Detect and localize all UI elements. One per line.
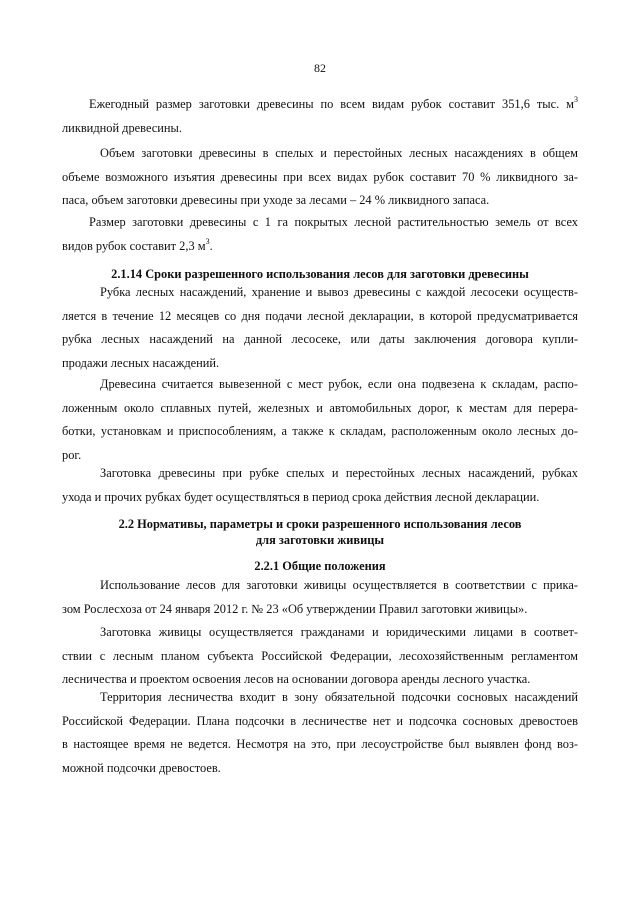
line: ствии с лесным планом субъекта Российской Федерации, лесохозяйственным регламентом [62, 648, 578, 663]
section-heading-2-2 [62, 516, 578, 548]
line-end: . [209, 238, 213, 253]
section-heading-2-2-1: 2.2.1 Общие положения [254, 559, 386, 573]
line: Российской Федерации. Плана подсочки в лесничестве нет и подсочка сосновых древостоев [62, 713, 578, 728]
line: зом Рослесхоза от 24 января 2012 г. № 23 «Об утверждении Правил заготовки живицы». [62, 601, 528, 616]
line: ложенным около сплавных путей, железных и автомобильных дорог, к местам для перера- [62, 400, 578, 415]
superscript: 3 [574, 95, 578, 104]
line: объеме возможного изъятия древесины при всех видах рубок составит 70 % ликвидного за- [62, 169, 578, 184]
paragraph-resin-harvesters [62, 621, 578, 692]
line: Территория лесничества входит в зону обязательной подсочки сосновых насаждений [100, 690, 578, 704]
line: рубка лесных насаждений на данной лесосеке, или даты заключения договора купли- [62, 332, 578, 346]
superscript: 3 [205, 236, 210, 246]
paragraph-per-hectare [62, 211, 578, 258]
section-heading-2-1-14: 2.1.14 Сроки разрешенного использования лесов для заготовки древесины [111, 267, 529, 281]
line: Ежегодный размер заготовки древесины по всем видам рубок составит 351,6 тыс. м [89, 97, 574, 111]
heading-line: для заготовки живицы [255, 533, 385, 547]
paragraph-tapping-zone [62, 686, 578, 780]
line: лесничества и проектом освоения лесов на основании договора аренды лесного участка. [62, 672, 531, 686]
line: Древесина считается вывезенной с мест рубок, если она подвезена к складам, распо- [100, 377, 578, 391]
paragraph-harvest-period [62, 462, 578, 509]
paragraph-timber-removed [62, 373, 578, 467]
line: Размер заготовки древесины с 1 га покрытых лесной растительностью земель от всех [89, 215, 578, 229]
line: Заготовка живицы осуществляется гражданами и юридическими лицами в соответ- [100, 625, 578, 639]
line: Заготовка древесины при рубке спелых и перестойных лесных насаждений, рубках [100, 466, 578, 480]
line: ухода и прочих рубках будет осуществляться в период срока действия лесной декларации. [62, 489, 540, 504]
line: ликвидной древесины. [62, 120, 182, 135]
paragraph-resin-use [62, 574, 578, 621]
line: Использование лесов для заготовки живицы осуществляется в соответствии с прика- [100, 578, 578, 592]
line: Объем заготовки древесины в спелых и перестойных лесных насаждениях в общем [100, 146, 578, 160]
line: рог. [62, 447, 82, 462]
paragraph-harvest-volume [62, 142, 578, 213]
heading-line: 2.2 Нормативы, параметры и сроки разрешенного использования лесов [118, 517, 522, 531]
line: ботки, установкам и приспособлениям, а также к складам, расположенным около лесных до- [62, 424, 578, 438]
paragraph-annual-harvest [62, 93, 578, 140]
line: в настоящее время не ведется. Несмотря на это, при лесоустройстве был выявлен фонд воз- [62, 737, 578, 751]
page-number: 82 [314, 61, 326, 75]
paragraph-logging-terms [62, 281, 578, 375]
line: видов рубок составит 2,3 м [62, 238, 206, 253]
line: ляется в течение 12 месяцев со дня подачи лесной декларации, в которой предусматривается [62, 308, 578, 323]
line: можной подсочки древостоев. [62, 760, 221, 775]
line: продажи лесных насаждений. [62, 355, 220, 370]
line: паса, объем заготовки древесины при уходе за лесами – 24 % ликвидного запаса. [62, 193, 490, 207]
line: Рубка лесных насаждений, хранение и вывоз древесины с каждой лесосеки осуществ- [100, 285, 578, 299]
